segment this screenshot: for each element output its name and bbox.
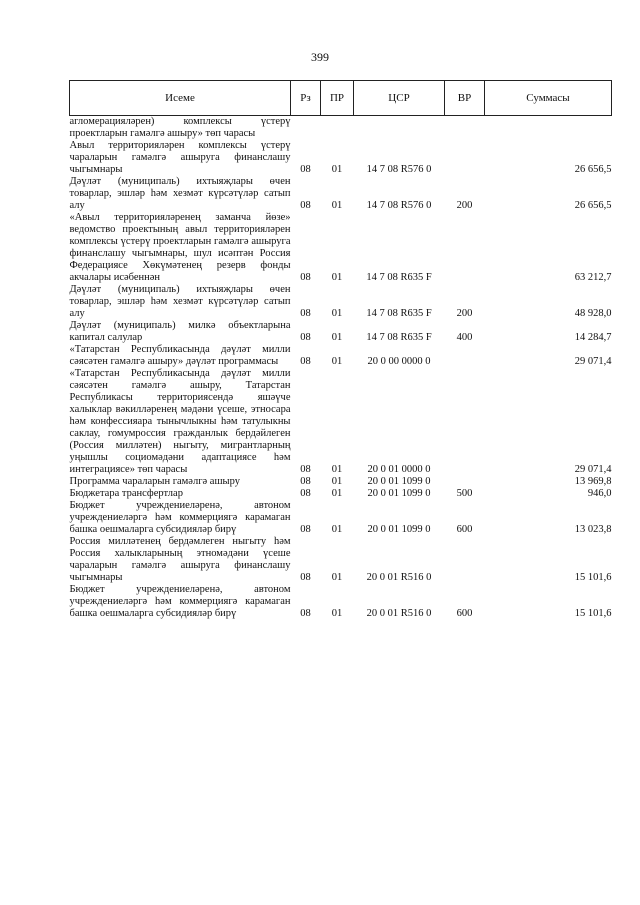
cell-rz: 08 [300, 488, 311, 499]
cell-name: Бюджетара трансфертлар [69, 488, 183, 499]
header-vr: ВР [445, 81, 485, 116]
table-body [70, 116, 612, 621]
cell-vr [445, 476, 485, 488]
cell-vr [445, 140, 485, 176]
cell-csr: 14 7 08 R635 F [366, 272, 432, 283]
table-row [70, 212, 612, 284]
table-row [70, 176, 612, 212]
header-name: Исеме [70, 81, 291, 116]
cell-rz: 08 [300, 524, 311, 535]
cell-sum: 26 656,5 [574, 164, 612, 175]
cell-sum: 29 071,4 [574, 356, 612, 367]
cell-csr: 20 0 01 1099 0 [367, 524, 431, 535]
page-number: 399 [311, 50, 329, 64]
cell-csr [354, 116, 445, 141]
cell-vr: 500 [456, 488, 473, 499]
cell-name: Россия милләтенең бердәмлеген ныгыту һәм Россия халыкларының этномәдәни үсеше чараларын гамәлгә ашыруга финанслашу чыгымнары [69, 536, 291, 583]
cell-csr: 20 0 01 1099 0 [367, 488, 431, 499]
table-row [70, 116, 612, 141]
cell-pr: 01 [331, 464, 343, 475]
cell-csr: 20 0 01 1099 0 [367, 476, 431, 487]
header-sum: Суммасы [485, 81, 612, 116]
cell-pr: 01 [331, 524, 343, 535]
cell-sum: 15 101,6 [574, 572, 612, 583]
cell-sum: 14 284,7 [574, 332, 612, 343]
cell-rz [291, 116, 321, 141]
cell-name: «Авыл территорияләренең заманча йөзе» ведомство проектының авыл территорияләрен комплексы үстерү проектларын гамәлгә ашыруга финанслашу чыгымнары, шул исәптән Россия Федерациясе Хөкүмәтенең резерв фонды акчалары исәбеннән [69, 212, 291, 283]
cell-sum: 946,0 [587, 488, 612, 499]
cell-rz: 08 [300, 608, 311, 619]
cell-sum: 13 023,8 [574, 524, 612, 535]
cell-pr: 01 [331, 164, 343, 175]
cell-vr: 200 [456, 200, 473, 211]
cell-csr: 20 0 01 R516 0 [366, 572, 432, 583]
table-row [70, 368, 612, 476]
cell-sum: 48 928,0 [574, 308, 612, 319]
cell-vr [445, 536, 485, 584]
cell-vr: 400 [456, 332, 473, 343]
cell-pr: 01 [331, 308, 343, 319]
cell-vr [445, 368, 485, 476]
budget-table [69, 80, 612, 620]
cell-rz: 08 [300, 164, 311, 175]
cell-csr: 20 0 00 0000 0 [367, 356, 431, 367]
cell-vr [445, 116, 485, 141]
cell-pr: 01 [331, 200, 343, 211]
cell-sum: 13 969,8 [574, 476, 612, 487]
cell-pr: 01 [331, 332, 343, 343]
cell-csr: 14 7 08 R576 0 [366, 200, 432, 211]
table-header [70, 81, 612, 116]
cell-pr: 01 [331, 572, 343, 583]
cell-rz: 08 [300, 308, 311, 319]
cell-name: агломерацияләрен) комплексы үстерү проектларын гамәлгә ашыру» төп чарасы [69, 116, 291, 139]
cell-rz: 08 [300, 332, 311, 343]
cell-name: Дәүләт (муниципаль) ихтыяҗлары өчен товарлар, эшләр һәм хезмәт күрсәтүләр сатып алу [69, 176, 291, 211]
cell-csr: 20 0 01 0000 0 [367, 464, 431, 475]
cell-sum: 29 071,4 [574, 464, 612, 475]
cell-vr: 200 [456, 308, 473, 319]
cell-sum: 15 101,6 [574, 608, 612, 619]
cell-sum [485, 116, 612, 141]
cell-pr: 01 [331, 356, 343, 367]
cell-name: Дәүләт (муниципаль) ихтыяҗлары өчен товарлар, эшләр һәм хезмәт күрсәтүләр сатып алу [69, 284, 291, 319]
table-row [70, 140, 612, 176]
header-rz: Рз [291, 81, 321, 116]
cell-vr: 600 [456, 524, 473, 535]
table-row [70, 284, 612, 320]
table-row [70, 344, 612, 368]
cell-sum: 26 656,5 [574, 200, 612, 211]
cell-pr: 01 [331, 608, 343, 619]
cell-csr: 14 7 08 R635 F [366, 332, 432, 343]
table-row [70, 536, 612, 584]
cell-csr: 14 7 08 R576 0 [366, 164, 432, 175]
cell-name: Бюджет учреждениеләренә, автоном учреждениеләргә һәм коммерциягә карамаган башка оешмаларга субсидияләр бирү [69, 500, 291, 535]
table-row [70, 320, 612, 344]
cell-rz: 08 [300, 356, 311, 367]
cell-rz: 08 [300, 476, 311, 487]
cell-sum: 63 212,7 [574, 272, 612, 283]
cell-name: «Татарстан Республикасында дәүләт милли сәясәтен гамәлгә ашыру, Татарстан Республикасы территориясендә яшәүче халыклар вәкилләренең мәдәни үсеше, этносара һәм конфессияара тынычлыкны һәм татулыкны саклау, гомумроссия гражданлык бердәйлеген (Россия милләтен) ныгыту, мигрантларның уңышлы социомәдәни адаптациясе һәм интеграциясе» төп чарасы [69, 368, 291, 475]
cell-pr [321, 116, 354, 141]
table-row [70, 476, 612, 488]
cell-pr: 01 [331, 272, 343, 283]
cell-csr: 20 0 01 R516 0 [366, 608, 432, 619]
table-row [70, 584, 612, 620]
cell-csr: 14 7 08 R635 F [366, 308, 432, 319]
table-row [70, 488, 612, 500]
cell-name: Бюджет учреждениеләренә, автоном учреждениеләргә һәм коммерциягә карамаган башка оешмаларга субсидияләр бирү [69, 584, 291, 619]
cell-name: Дәүләт (муниципаль) милкә объектларына капитал салулар [69, 320, 291, 343]
cell-pr: 01 [331, 476, 343, 487]
cell-vr [445, 212, 485, 284]
cell-rz: 08 [300, 200, 311, 211]
cell-pr: 01 [331, 488, 343, 499]
header-pr: ПР [321, 81, 354, 116]
table-row [70, 500, 612, 536]
cell-name: «Татарстан Республикасында дәүләт милли сәясәтен гамәлгә ашыру» дәүләт программасы [69, 344, 291, 367]
cell-name: Авыл территорияләрен комплексы үстерү чараларын гамәлгә ашыруга финанслашу чыгымнары [69, 140, 291, 175]
cell-rz: 08 [300, 464, 311, 475]
cell-rz: 08 [300, 272, 311, 283]
cell-vr: 600 [456, 608, 473, 619]
cell-vr [445, 344, 485, 368]
cell-rz: 08 [300, 572, 311, 583]
cell-name: Программа чараларын гамәлгә ашыру [69, 476, 240, 487]
header-csr: ЦСР [354, 81, 445, 116]
